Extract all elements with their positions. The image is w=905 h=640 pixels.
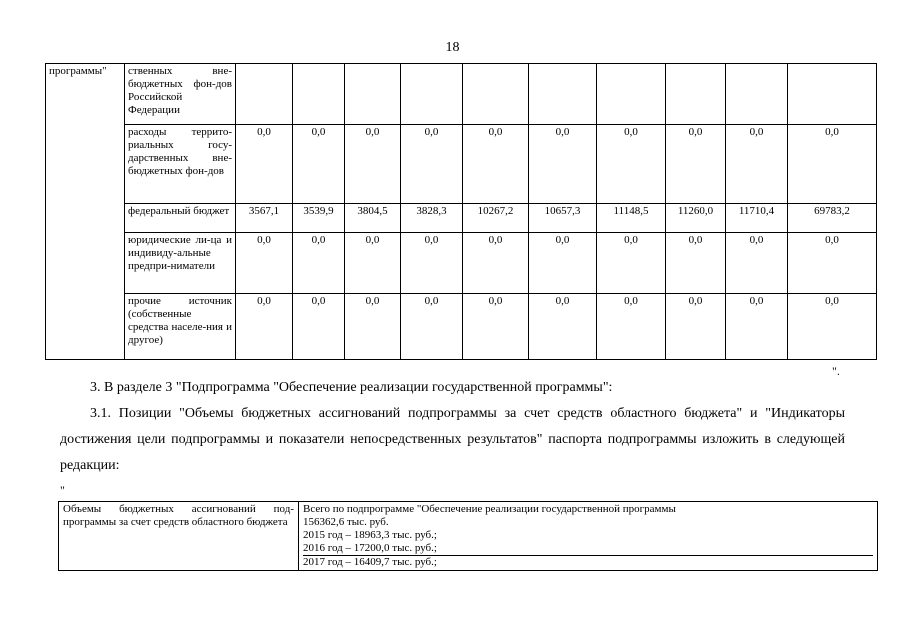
opening-quote: " <box>60 483 65 497</box>
value-cell: 0,0 <box>597 294 666 360</box>
value-cell: 3828,3 <box>401 204 463 233</box>
value-cell: 3804,5 <box>345 204 401 233</box>
section-3-paragraph: 3. В разделе 3 "Подпрограмма "Обеспечение реализации государственной программы": <box>90 380 613 395</box>
value-cell: 0,0 <box>293 294 345 360</box>
value-cell: 0,0 <box>597 233 666 294</box>
table-row <box>46 204 877 233</box>
value-cell: 0,0 <box>293 233 345 294</box>
value-cell: 0,0 <box>236 125 293 204</box>
value-cell: 11148,5 <box>597 204 666 233</box>
value-cell: 0,0 <box>236 294 293 360</box>
funding-source: прочие источник (собственные средства населе-ния и другое) <box>125 294 236 360</box>
funding-source: федеральный бюджет <box>125 204 236 233</box>
value-cell: 0,0 <box>788 125 877 204</box>
value-cell: 0,0 <box>463 125 529 204</box>
funding-source: юридические ли-ца и индивиду-альные предпри-ниматели <box>125 233 236 294</box>
value-cell: 11710,4 <box>726 204 788 233</box>
value-cell: 0,0 <box>666 125 726 204</box>
value-cell: 0,0 <box>529 294 597 360</box>
value-cell: 0,0 <box>345 125 401 204</box>
value-cell: 0,0 <box>293 125 345 204</box>
value-cell: 0,0 <box>666 233 726 294</box>
value-cell: 10267,2 <box>463 204 529 233</box>
value-cell <box>666 64 726 125</box>
value-cell: 0,0 <box>529 233 597 294</box>
passport-line: 2015 год – 18963,3 тыс. руб.; <box>303 529 437 541</box>
table-row <box>46 64 877 125</box>
value-cell <box>293 64 345 125</box>
value-cell <box>597 64 666 125</box>
value-cell <box>529 64 597 125</box>
value-cell <box>401 64 463 125</box>
value-cell: 11260,0 <box>666 204 726 233</box>
value-cell: 0,0 <box>401 125 463 204</box>
passport-value <box>299 502 878 571</box>
value-cell <box>345 64 401 125</box>
passport-line: Всего по подпрограмме "Обеспечение реализации государственной программы <box>303 503 676 515</box>
table-row <box>46 233 877 294</box>
value-cell: 0,0 <box>463 294 529 360</box>
value-cell: 3539,9 <box>293 204 345 233</box>
value-cell: 0,0 <box>345 233 401 294</box>
value-cell: 0,0 <box>401 294 463 360</box>
page-number: 18 <box>445 40 460 55</box>
value-cell: 0,0 <box>463 233 529 294</box>
value-cell <box>726 64 788 125</box>
value-cell: 0,0 <box>788 294 877 360</box>
value-cell: 0,0 <box>529 125 597 204</box>
funding-source: ственных вне-бюджетных фон-дов Российской Федерации <box>125 64 236 125</box>
value-cell: 69783,2 <box>788 204 877 233</box>
passport-line: 2017 год – 16409,7 тыс. руб.; <box>303 555 873 569</box>
value-cell: 0,0 <box>401 233 463 294</box>
passport-line: 2016 год – 17200,0 тыс. руб.; <box>303 542 437 554</box>
passport-table <box>58 501 878 571</box>
budget-table <box>45 63 877 360</box>
value-cell: 0,0 <box>726 294 788 360</box>
passport-row <box>59 502 878 571</box>
value-cell: 0,0 <box>726 125 788 204</box>
value-cell: 0,0 <box>788 233 877 294</box>
table-row <box>46 125 877 204</box>
value-cell: 10657,3 <box>529 204 597 233</box>
program-cell: программы" <box>46 64 125 360</box>
closing-quote: ". <box>832 364 840 378</box>
value-cell: 3567,1 <box>236 204 293 233</box>
value-cell: 0,0 <box>726 233 788 294</box>
value-cell: 0,0 <box>236 233 293 294</box>
passport-line: 156362,6 тыс. руб. <box>303 516 389 528</box>
value-cell <box>236 64 293 125</box>
value-cell: 0,0 <box>597 125 666 204</box>
value-cell: 0,0 <box>345 294 401 360</box>
passport-label: Объемы бюджетных ассигнований под-программы за счет средств областного бюджета <box>59 502 299 571</box>
table-row <box>46 294 877 360</box>
value-cell <box>463 64 529 125</box>
funding-source: расходы террито-риальных госу-дарственных вне-бюджетных фон-дов <box>125 125 236 204</box>
value-cell <box>788 64 877 125</box>
value-cell: 0,0 <box>666 294 726 360</box>
section-3-1-paragraph: 3.1. Позиции "Объемы бюджетных ассигнований подпрограммы за счет средств областного бюджета" и "Индикаторы достижения цели подпрограммы и показатели непосредственных результатов" паспорта подпрограммы изложить в следующей редакции: <box>60 406 845 473</box>
